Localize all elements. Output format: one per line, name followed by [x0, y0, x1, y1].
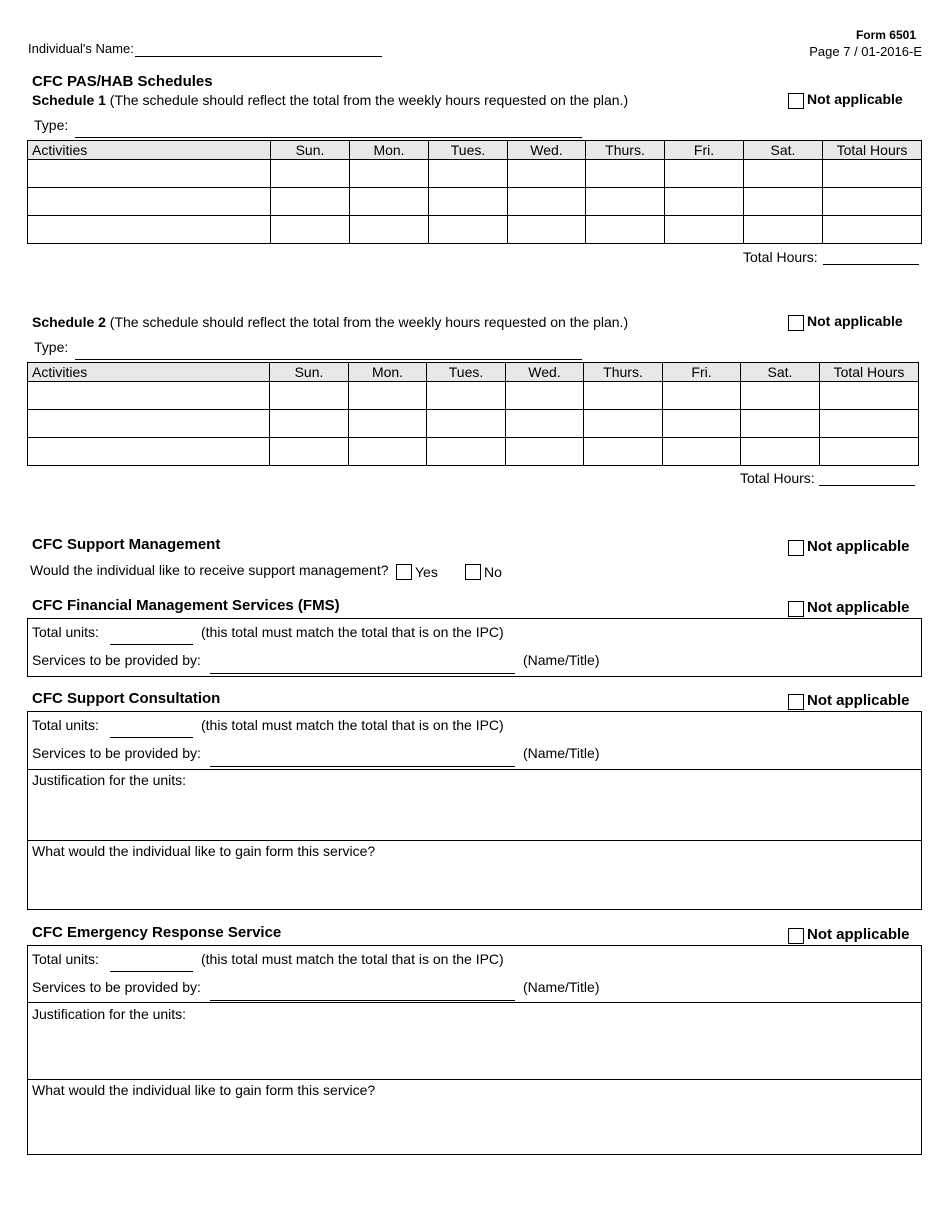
table-row — [28, 382, 919, 410]
emergency-divider — [28, 1079, 921, 1080]
table-row — [28, 188, 922, 216]
col-mon: Mon. — [349, 363, 427, 382]
emergency-provided-by-input[interactable] — [210, 1000, 515, 1001]
table-cell[interactable] — [584, 382, 663, 410]
table-cell[interactable] — [429, 188, 508, 216]
table-cell[interactable] — [350, 216, 429, 244]
name-input[interactable] — [135, 56, 382, 57]
emergency-title: CFC Emergency Response Service — [32, 924, 282, 941]
page-info: Page 7 / 01-2016-E — [809, 44, 922, 59]
schedule1-type-label: Type: — [34, 117, 69, 133]
schedule2-not-applicable-checkbox[interactable] — [788, 315, 804, 331]
table-cell[interactable] — [663, 410, 741, 438]
consultation-box — [27, 711, 922, 910]
schedule1-header-row — [28, 141, 922, 160]
consultation-not-applicable-checkbox[interactable] — [788, 694, 804, 710]
fms-units-label: Total units: — [32, 624, 99, 640]
support-mgmt-no-checkbox[interactable] — [465, 564, 481, 580]
table-cell[interactable] — [665, 160, 744, 188]
consultation-gain-label[interactable]: What would the individual like to gain form this service? — [32, 843, 376, 859]
table-cell[interactable] — [349, 410, 427, 438]
table-cell[interactable] — [429, 160, 508, 188]
table-cell[interactable] — [350, 160, 429, 188]
fms-title: CFC Financial Management Services (FMS) — [32, 597, 340, 614]
support-mgmt-not-applicable-checkbox[interactable] — [788, 540, 804, 556]
table-cell[interactable] — [427, 410, 506, 438]
schedule2-header-row — [28, 363, 919, 382]
emergency-not-applicable-label: Not applicable — [807, 926, 910, 943]
table-cell[interactable] — [744, 188, 823, 216]
schedule1-heading — [32, 92, 628, 108]
consultation-divider — [28, 769, 921, 770]
table-cell[interactable] — [506, 410, 584, 438]
table-cell[interactable] — [506, 438, 584, 466]
col-sun: Sun. — [271, 141, 350, 160]
fms-provided-by-label: Services to be provided by: — [32, 652, 201, 668]
emergency-divider — [28, 1002, 921, 1003]
schedule1-type-input[interactable] — [75, 137, 582, 138]
table-row — [28, 160, 922, 188]
table-cell[interactable] — [28, 410, 270, 438]
col-wed: Wed. — [506, 363, 584, 382]
col-fri: Fri. — [663, 363, 741, 382]
col-sat: Sat. — [744, 141, 823, 160]
fms-units-note: (this total must match the total that is on the IPC) — [201, 624, 504, 640]
schedule1-not-applicable-label: Not applicable — [807, 91, 903, 107]
table-cell[interactable] — [427, 438, 506, 466]
table-cell[interactable] — [349, 382, 427, 410]
table-cell[interactable] — [28, 160, 271, 188]
table-cell[interactable] — [350, 188, 429, 216]
schedule1-table — [27, 140, 922, 244]
support-mgmt-not-applicable-label: Not applicable — [807, 538, 910, 555]
table-cell[interactable] — [586, 160, 665, 188]
table-cell[interactable] — [741, 438, 820, 466]
table-cell[interactable] — [271, 160, 350, 188]
support-mgmt-yes-checkbox[interactable] — [396, 564, 412, 580]
consultation-units-note: (this total must match the total that is on the IPC) — [201, 717, 504, 733]
col-fri: Fri. — [665, 141, 744, 160]
table-cell[interactable] — [741, 382, 820, 410]
table-cell[interactable] — [270, 410, 349, 438]
table-cell[interactable] — [823, 188, 922, 216]
fms-name-title: (Name/Title) — [523, 652, 600, 668]
consultation-units-label: Total units: — [32, 717, 99, 733]
table-cell[interactable] — [665, 216, 744, 244]
emergency-justification-label[interactable]: Justification for the units: — [32, 1006, 187, 1022]
table-cell[interactable] — [270, 438, 349, 466]
table-cell[interactable] — [744, 216, 823, 244]
consultation-divider — [28, 840, 921, 841]
table-cell[interactable] — [28, 188, 271, 216]
consultation-provided-by-label: Services to be provided by: — [32, 745, 201, 761]
form-number: Form 6501 — [855, 28, 916, 42]
schedule2-table — [27, 362, 919, 466]
table-cell[interactable] — [349, 438, 427, 466]
support-mgmt-yes-label: Yes — [415, 564, 438, 580]
table-cell[interactable] — [584, 438, 663, 466]
emergency-name-title: (Name/Title) — [523, 979, 600, 995]
fms-units-input[interactable] — [110, 644, 193, 645]
col-tues: Tues. — [429, 141, 508, 160]
schedule2-label: Schedule 2 — [32, 314, 106, 330]
col-wed: Wed. — [508, 141, 586, 160]
table-cell[interactable] — [586, 216, 665, 244]
col-activities: Activities — [28, 141, 271, 160]
table-cell[interactable] — [429, 216, 508, 244]
table-row — [28, 216, 922, 244]
table-row — [28, 410, 919, 438]
consultation-name-title: (Name/Title) — [523, 745, 600, 761]
table-cell[interactable] — [820, 438, 919, 466]
pas-hab-title: CFC PAS/HAB Schedules — [32, 73, 213, 90]
schedule2-not-applicable-label: Not applicable — [807, 313, 903, 329]
table-cell[interactable] — [820, 382, 919, 410]
name-label: Individual's Name: — [28, 41, 134, 56]
table-cell[interactable] — [508, 188, 586, 216]
consultation-units-input[interactable] — [110, 737, 193, 738]
col-sun: Sun. — [270, 363, 349, 382]
col-total-hours: Total Hours — [823, 141, 922, 160]
table-cell[interactable] — [665, 188, 744, 216]
table-cell[interactable] — [820, 410, 919, 438]
col-tues: Tues. — [427, 363, 506, 382]
col-thurs: Thurs. — [586, 141, 665, 160]
support-mgmt-no-label: No — [484, 564, 502, 580]
consultation-provided-by-input[interactable] — [210, 766, 515, 767]
emergency-not-applicable-checkbox[interactable] — [788, 928, 804, 944]
table-cell[interactable] — [508, 160, 586, 188]
emergency-provided-by-label: Services to be provided by: — [32, 979, 201, 995]
schedule2-heading — [32, 314, 628, 330]
table-cell[interactable] — [823, 160, 922, 188]
consultation-justification-label[interactable]: Justification for the units: — [32, 772, 187, 788]
schedule2-note: (The schedule should reflect the total from the weekly hours requested on the plan.) — [105, 314, 629, 330]
table-row — [28, 438, 919, 466]
emergency-units-label: Total units: — [32, 951, 99, 967]
table-cell[interactable] — [28, 438, 270, 466]
fms-not-applicable-label: Not applicable — [807, 599, 910, 616]
schedule2-type-input[interactable] — [75, 359, 582, 360]
support-mgmt-question: Would the individual like to receive support management? — [30, 562, 389, 578]
table-cell[interactable] — [823, 216, 922, 244]
schedule2-total-hours-input[interactable] — [819, 485, 915, 486]
col-thurs: Thurs. — [584, 363, 663, 382]
schedule1-total-hours-input[interactable] — [823, 264, 919, 265]
table-cell[interactable] — [744, 160, 823, 188]
table-cell[interactable] — [586, 188, 665, 216]
table-cell[interactable] — [741, 410, 820, 438]
schedule1-note: (The schedule should reflect the total from the weekly hours requested on the plan.) — [105, 92, 629, 108]
table-cell[interactable] — [508, 216, 586, 244]
col-total-hours: Total Hours — [820, 363, 919, 382]
emergency-gain-label[interactable]: What would the individual like to gain form this service? — [32, 1082, 376, 1098]
table-cell[interactable] — [427, 382, 506, 410]
support-mgmt-title: CFC Support Management — [32, 536, 221, 553]
schedule2-type-label: Type: — [34, 339, 69, 355]
table-cell[interactable] — [663, 438, 741, 466]
fms-not-applicable-checkbox[interactable] — [788, 601, 804, 617]
table-cell[interactable] — [584, 410, 663, 438]
schedule1-not-applicable-checkbox[interactable] — [788, 93, 804, 109]
table-cell[interactable] — [506, 382, 584, 410]
consultation-not-applicable-label: Not applicable — [807, 692, 910, 709]
fms-provided-by-input[interactable] — [210, 673, 515, 674]
table-cell[interactable] — [663, 382, 741, 410]
schedule1-total-hours-label: Total Hours: — [743, 249, 818, 265]
col-activities: Activities — [28, 363, 270, 382]
col-mon: Mon. — [350, 141, 429, 160]
table-cell[interactable] — [270, 382, 349, 410]
table-cell[interactable] — [271, 188, 350, 216]
col-sat: Sat. — [741, 363, 820, 382]
emergency-units-note: (this total must match the total that is on the IPC) — [201, 951, 504, 967]
emergency-units-input[interactable] — [110, 971, 193, 972]
table-cell[interactable] — [28, 382, 270, 410]
schedule2-total-hours-label: Total Hours: — [740, 470, 815, 486]
schedule1-label: Schedule 1 — [32, 92, 106, 108]
table-cell[interactable] — [271, 216, 350, 244]
table-cell[interactable] — [28, 216, 271, 244]
emergency-box — [27, 945, 922, 1155]
consultation-title: CFC Support Consultation — [32, 690, 221, 707]
